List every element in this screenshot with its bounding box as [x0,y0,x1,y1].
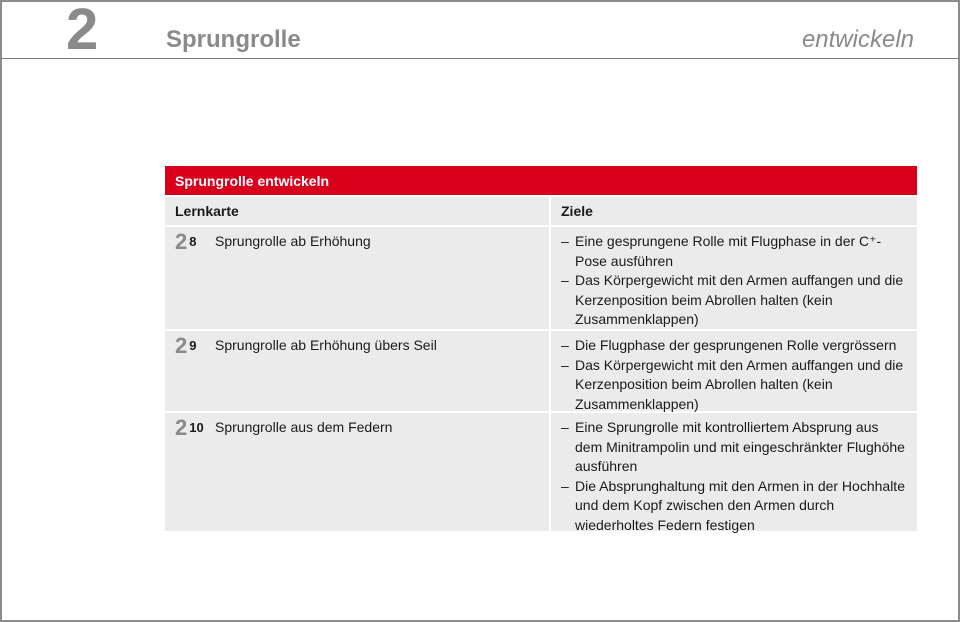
card-reference [175,415,549,440]
table-title: Sprungrolle entwickeln [165,166,917,195]
goal-item: – Die Absprunghaltung mit den Armen in der Hochhalte und dem Kopf zwischen den Armen durch wiederholtes Federn festigen [561,477,909,536]
goal-item: – Eine gesprungene Rolle mit Flugphase in der C⁺-Pose ausführen [561,232,909,271]
ziele-cell [551,413,917,531]
table-row [165,329,917,411]
card-title: Sprungrolle ab Erhöhung [215,233,371,249]
table-row [165,225,917,329]
card-chapter: 2 [175,333,188,358]
goal-item: – Das Körpergewicht mit den Armen auffangen und die Kerzenposition beim Abrollen halten (kein Zusammenklappen) [561,356,909,415]
card-index: 10 [189,420,204,435]
card-number [175,333,215,358]
learning-cards-table [165,166,917,531]
lernkarte-cell [165,413,551,531]
card-number [175,229,215,254]
card-title: Sprungrolle aus dem Federn [215,419,393,435]
card-index: 8 [189,234,197,249]
card-index: 9 [189,338,197,353]
column-header-lernkarte: Lernkarte [165,197,551,225]
lernkarte-cell [165,227,551,329]
lernkarte-cell [165,331,551,411]
goal-item: – Eine Sprungrolle mit kontrolliertem Absprung aus dem Minitrampolin und mit eingeschränkter Flughöhe ausführen [561,418,909,477]
card-number [175,415,215,440]
ziele-cell [551,331,917,411]
table-header-row [165,195,917,225]
ziele-cell [551,227,917,329]
card-chapter: 2 [175,415,188,440]
column-header-ziele: Ziele [561,203,593,219]
goal-item: – Das Körpergewicht mit den Armen auffangen und die Kerzenposition beim Abrollen halten (kein Zusammenklappen) [561,271,909,330]
chapter-title: Sprungrolle [166,26,301,53]
card-reference [175,333,549,358]
goal-item: – Die Flugphase der gesprungenen Rolle vergrössern [561,336,909,356]
card-reference [175,229,549,254]
chapter-number: 2 [66,0,98,62]
page-header [2,0,958,62]
table-row [165,411,917,531]
chapter-subtitle: entwickeln [801,26,914,53]
card-chapter: 2 [175,229,188,254]
card-title: Sprungrolle ab Erhöhung übers Seil [215,337,437,353]
